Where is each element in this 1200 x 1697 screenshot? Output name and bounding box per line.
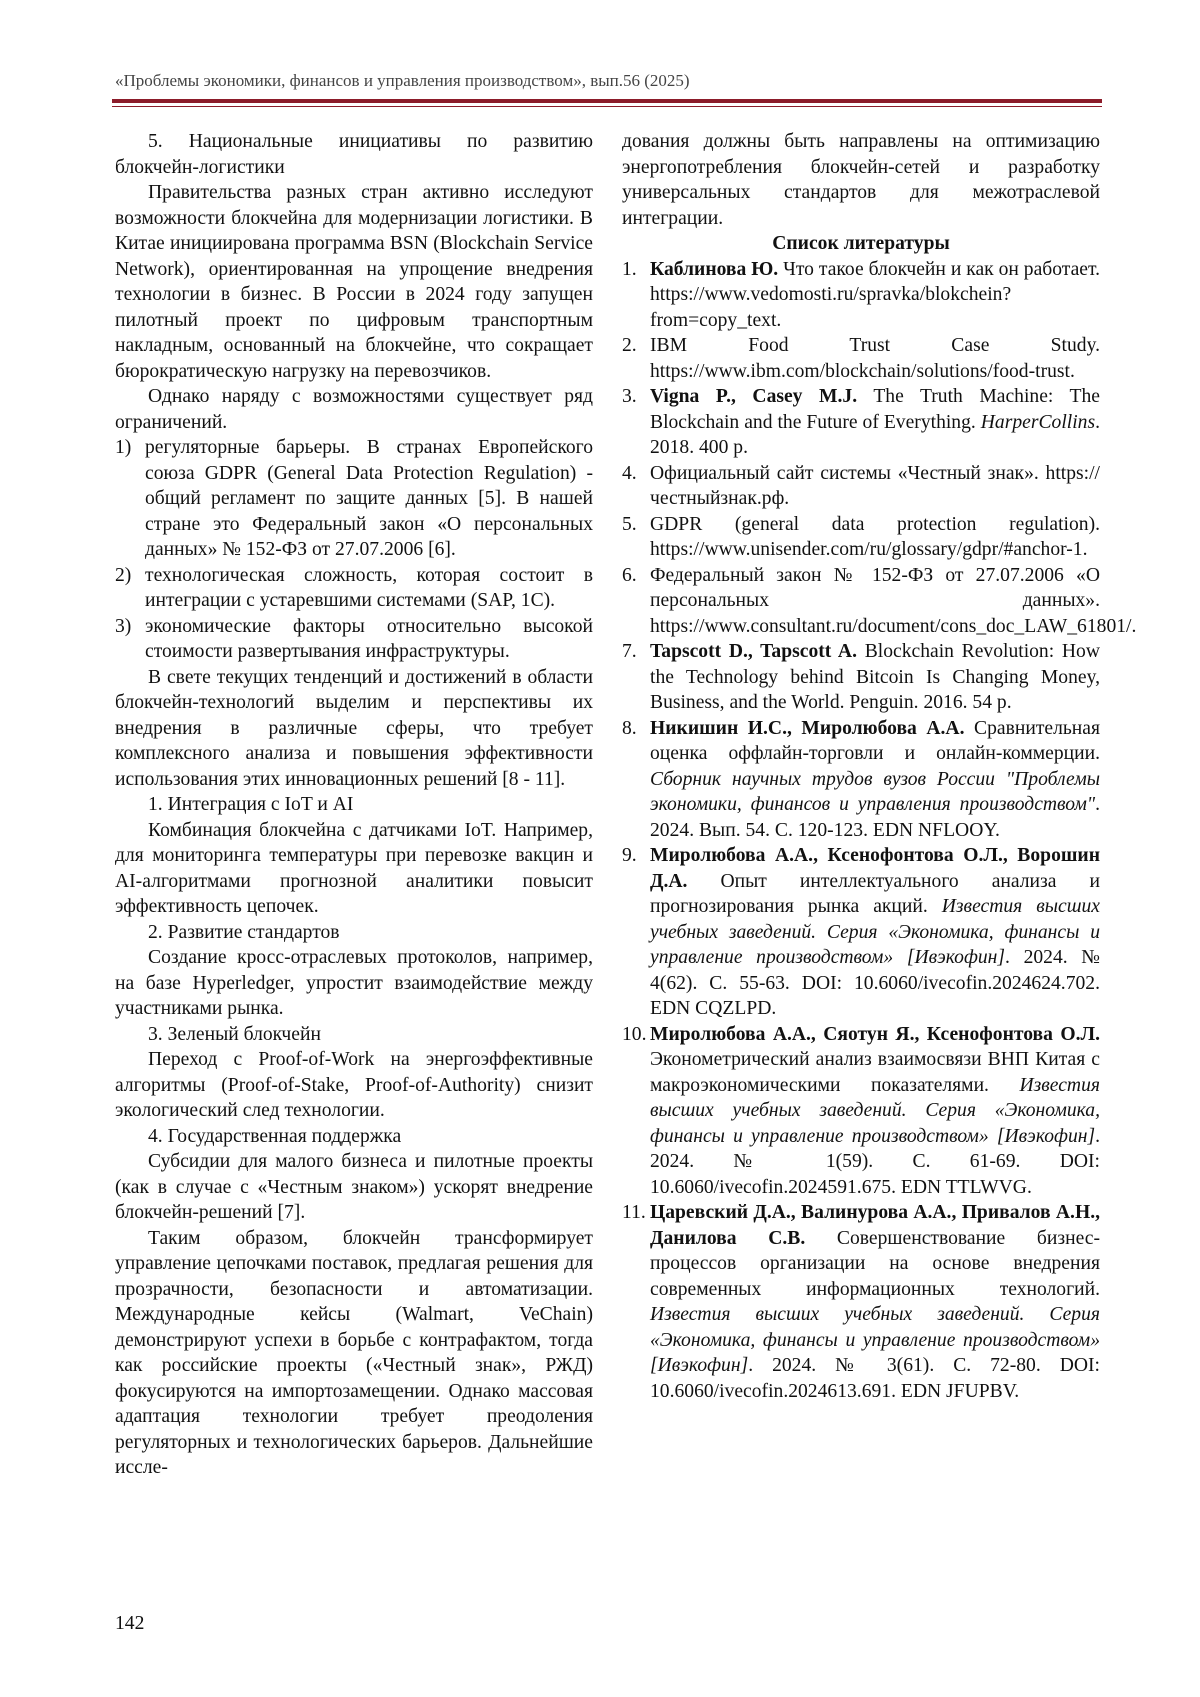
list-item-text: регуляторные барьеры. В странах Европейского союза GDPR (General Data Protection Regulation) - общий регламент по защите данных [5]. В нашей стране это Федеральный закон «О персональных данных» № 152-ФЗ от 27.07.2006 [6]. bbox=[145, 437, 593, 560]
reference-item bbox=[622, 716, 1100, 844]
running-header: «Проблемы экономики, финансов и управления производством», вып.56 (2025) bbox=[115, 71, 690, 90]
reference-number: 4. bbox=[622, 462, 637, 484]
reference-text: Совершенствование бизнес-процессов организации на основе внедрения современных информационных технологий. bbox=[650, 1227, 1101, 1300]
paragraph: Правительства разных стран активно исследуют возможности блокчейна для модернизации логистики. В Китае инициирована программа BSN (Blockchain Service Network), ориентированная на упрощение внедрения технологии в бизнес. В России в 2024 году запущен пилотный проект по цифровым транспортным накладным, основанный на блокчейне, что сокращает бюрократическую нагрузку на перевозчиков. bbox=[115, 182, 593, 382]
reference-number: 7. bbox=[622, 641, 637, 662]
reference-number: 5. bbox=[622, 513, 637, 535]
paragraph: В свете текущих тенденций и достижений в области блокчейн-технологий выделим и перспективы их внедрения в различные сферы, что требует комплексного анализа и повышения эффективности использования этих инновационных решений [8 - 11]. bbox=[115, 666, 593, 790]
reference-text: The Truth Machine: The Blockchain and the Future of Everything. bbox=[650, 386, 1101, 433]
paragraph: Комбинация блокчейна с датчиками IoT. Например, для мониторинга температуры при перевозке вакцин и AI-алгоритмами прогнозной аналитики повысит эффективность цепочек. bbox=[115, 819, 593, 917]
reference-text: GDPR (general data protection regulation). https://www.unisender.com/ru/glossary/gdpr/#anchor-1. bbox=[650, 513, 1100, 560]
paragraph: Создание кросс-отраслевых протоколов, например, на базе Hyperledger, упростит взаимодействие между участниками рынка. bbox=[115, 947, 593, 1019]
reference-tail: . 2024. № 3(61). С. 72-80. DOI: 10.6060/ivecofin.2024613.691. EDN JFUPBV. bbox=[650, 1355, 1100, 1402]
reference-number: 6. bbox=[622, 564, 637, 586]
list-item bbox=[115, 614, 593, 665]
reference-authors: Миролюбова А.А., Сяотун Я., Ксенофонтова О.Л. bbox=[650, 1023, 1100, 1045]
reference-text: Опыт интеллектуального анализа и прогнозирования рынка акций. bbox=[650, 870, 1100, 917]
right-column bbox=[622, 129, 1137, 1404]
reference-text: Blockchain Revolution: How the Technology behind Bitcoin Is Changing Money, Business, and the World. Penguin. 2016. 54 p. bbox=[650, 641, 1100, 713]
list-marker: 2) bbox=[115, 564, 132, 586]
section-heading-national: 5. Национальные инициативы по развитию блокчейн-логистики bbox=[115, 131, 593, 178]
reference-item bbox=[622, 1022, 1100, 1201]
reference-journal: HarperCollins bbox=[980, 411, 1096, 433]
reference-item bbox=[622, 333, 1100, 384]
subheading-iot-ai: 1. Интеграция с IoT и AI bbox=[148, 794, 354, 815]
reference-authors: Vigna P., Casey M.J. bbox=[650, 386, 858, 407]
list-marker: 3) bbox=[115, 615, 132, 637]
reference-number: 8. bbox=[622, 717, 637, 739]
reference-number: 9. bbox=[622, 845, 637, 866]
reference-text: IBM Food Trust Case Study. https://www.ibm.com/blockchain/solutions/food-trust. bbox=[650, 335, 1100, 382]
reference-authors: Tapscott D., Tapscott A. bbox=[650, 641, 857, 662]
reference-item bbox=[622, 384, 1100, 461]
reference-number: 11. bbox=[622, 1202, 646, 1223]
list-item-text: экономические факторы относительно высокой стоимости развертывания инфраструктуры. bbox=[145, 615, 593, 662]
references-title: Список литературы bbox=[772, 233, 950, 254]
list-marker: 1) bbox=[115, 437, 132, 458]
reference-tail: . 2018. 400 p. bbox=[650, 411, 1100, 458]
reference-item bbox=[622, 639, 1100, 716]
reference-text: Официальный сайт системы «Честный знак». https://честныйзнак.рф. bbox=[650, 462, 1100, 509]
reference-journal: Известия высших учебных заведений. Серия «Экономика, финансы и управление производством» [Ивэкофин] bbox=[650, 1074, 1100, 1147]
reference-item bbox=[622, 563, 1137, 640]
paragraph: Однако наряду с возможностями существует ряд ограничений. bbox=[115, 386, 593, 433]
reference-journal: Известия высших учебных заведений. Серия «Экономика, финансы и управление производством» [Ивэкофин] bbox=[650, 1304, 1100, 1376]
reference-authors: Царевский Д.А., Валинурова А.А., Привалов А.Н., Данилова С.В. bbox=[650, 1202, 1100, 1249]
reference-item bbox=[622, 461, 1100, 512]
reference-item bbox=[622, 512, 1100, 563]
reference-tail: . 2024. Вып. 54. С. 120-123. EDN NFLOOY. bbox=[650, 794, 1100, 841]
reference-number: 1. bbox=[622, 258, 637, 280]
paragraph: Субсидии для малого бизнеса и пилотные проекты (как в случае с «Честным знаком») ускорят внедрение блокчейн-решений [7]. bbox=[115, 1151, 593, 1223]
reference-text: Что такое блокчейн и как он работает. https://www.vedomosti.ru/spravka/blokchein?from=copy_text. bbox=[650, 258, 1100, 331]
header-rule-thin bbox=[112, 106, 1102, 107]
reference-number: 10. bbox=[622, 1023, 647, 1045]
list-item bbox=[115, 563, 593, 614]
reference-item bbox=[622, 257, 1100, 334]
subheading-state-support: 4. Государственная поддержка bbox=[148, 1125, 402, 1147]
list-item bbox=[115, 435, 593, 563]
reference-text: Эконометрический анализ взаимосвязи ВНП Китая с макроэкономическими показателями. bbox=[650, 1049, 1100, 1096]
reference-journal: Известия высших учебных заведений. Серия «Экономика, финансы и управление производством» [Ивэкофин] bbox=[650, 896, 1100, 968]
left-column bbox=[115, 129, 593, 1481]
reference-item bbox=[622, 843, 1100, 1022]
header-rule-thick bbox=[112, 99, 1102, 103]
reference-text: Федеральный закон № 152-ФЗ от 27.07.2006 «О персональных данных». https://www.consultant.ru/document/cons_doc_LAW_61801/. bbox=[650, 564, 1137, 637]
paragraph-continued: дования должны быть направлены на оптимизацию энергопотребления блокчейн-сетей и разработку универсальных стандартов для межотраслевой интеграции. bbox=[622, 131, 1100, 229]
conclusion-paragraph: Таким образом, блокчейн трансформирует управление цепочками поставок, предлагая решения для прозрачности, безопасности и автоматизации. Международные кейсы (Walmart, VeChain) демонстрируют успехи в борьбе с контрафактом, тогда как российские проекты («Честный знак», РЖД) фокусируются на импортозамещении. Однако массовая адаптация технологии требует преодоления регуляторных и технологических барьеров. Дальнейшие иссле- bbox=[115, 1227, 593, 1478]
reference-tail: . 2024. № 4(62). С. 55-63. DOI: 10.6060/ivecofin.2024624.702. EDN CQZLPD. bbox=[650, 947, 1100, 1019]
page-number: 142 bbox=[115, 1613, 145, 1634]
references-list bbox=[622, 257, 1137, 1405]
limitations-list bbox=[115, 435, 593, 665]
subheading-green-blockchain: 3. Зеленый блокчейн bbox=[148, 1023, 321, 1045]
reference-authors: Миролюбова А.А., Ксенофонтова О.Л., Ворошин Д.А. bbox=[650, 845, 1100, 892]
reference-authors: Никишин И.С., Миролюбова А.А. bbox=[650, 717, 965, 739]
subheading-standards: 2. Развитие стандартов bbox=[148, 921, 340, 943]
list-item-text: технологическая сложность, которая состоит в интеграции с устаревшими системами (SAP, 1С). bbox=[145, 564, 593, 611]
reference-text: Сравнительная оценка оффлайн-торговли и онлайн-коммерции. bbox=[650, 717, 1100, 764]
reference-number: 3. bbox=[622, 386, 637, 407]
reference-authors: Каблинова Ю. bbox=[650, 258, 779, 280]
paragraph: Переход с Proof-of-Work на энергоэффективные алгоритмы (Proof-of-Stake, Proof-of-Authority) снизит экологический след технологии. bbox=[115, 1049, 593, 1121]
reference-tail: . 2024. № 1(59). С. 61-69. DOI: 10.6060/ivecofin.2024591.675. EDN TTLWVG. bbox=[650, 1125, 1100, 1198]
reference-number: 2. bbox=[622, 335, 637, 356]
reference-journal: Сборник научных трудов вузов России "Проблемы экономики, финансов и управления производством" bbox=[650, 768, 1100, 815]
reference-item bbox=[622, 1200, 1100, 1404]
